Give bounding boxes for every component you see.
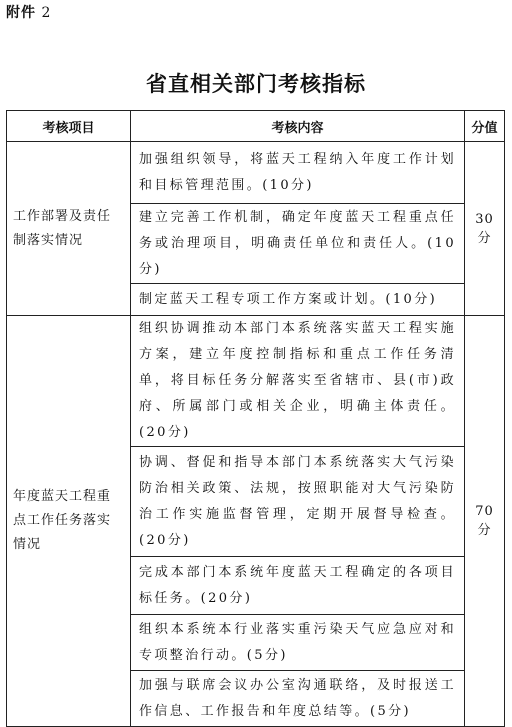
attachment-label xyxy=(6,2,51,22)
group-item-label: 工作部署及责任制落实情况 xyxy=(7,142,131,316)
header-item: 考核项目 xyxy=(7,111,131,142)
group-score: 70 分 xyxy=(465,316,505,727)
table-row xyxy=(7,142,505,204)
content-cell: 建立完善工作机制，确定年度蓝天工程重点任务或治理项目，明确责任单位和责任人。(10分) xyxy=(131,204,465,284)
header-content: 考核内容 xyxy=(131,111,465,142)
content-cell: 加强与联席会议办公室沟通联络，及时报送工作信息、工作报告和年度总结等。(5分) xyxy=(131,671,465,727)
content-cell: 加强组织领导，将蓝天工程纳入年度工作计划和目标管理范围。(10分) xyxy=(131,142,465,204)
content-cell: 制定蓝天工程专项工作方案或计划。(10分) xyxy=(131,284,465,316)
assessment-table xyxy=(6,110,505,727)
content-cell: 组织协调推动本部门本系统落实蓝天工程实施方案，建立年度控制指标和重点工作任务清单，将目标任务分解落实至省辖市、县(市)政府、所属部门或相关企业，明确主体责任。(20分) xyxy=(131,316,465,447)
table-row xyxy=(7,316,505,447)
group-item-label: 年度蓝天工程重点工作任务落实情况 xyxy=(7,316,131,727)
content-cell: 完成本部门本系统年度蓝天工程确定的各项目标任务。(20分) xyxy=(131,557,465,615)
content-cell: 组织本系统本行业落实重污染天气应急应对和专项整治行动。(5分) xyxy=(131,615,465,671)
attachment-word: 附件 xyxy=(6,5,36,21)
page-title: 省直相关部门考核指标 xyxy=(146,71,366,96)
attachment-number: 2 xyxy=(41,5,52,21)
header-score: 分值 xyxy=(465,111,505,142)
group-score: 30 分 xyxy=(465,142,505,316)
content-cell: 协调、督促和指导本部门本系统落实大气污染防治相关政策、法规，按照职能对大气污染防治工作实施监督管理，定期开展督导检查。(20分) xyxy=(131,447,465,557)
table-header-row xyxy=(7,111,505,142)
